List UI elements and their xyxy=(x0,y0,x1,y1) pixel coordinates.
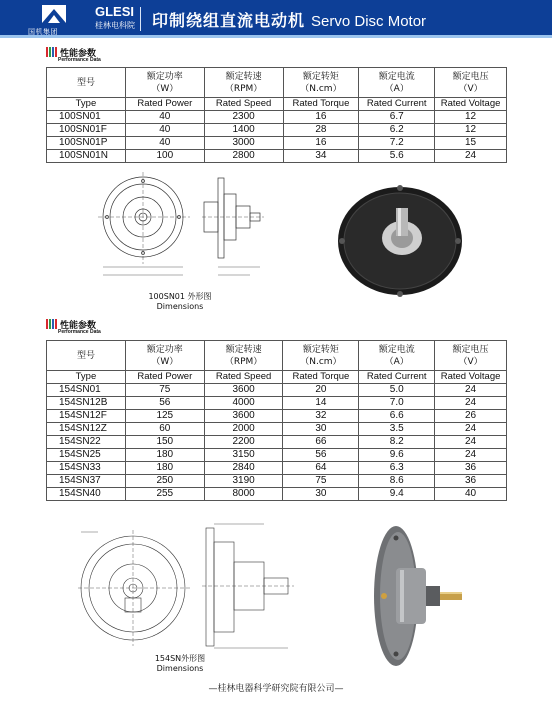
sub-header-power: Rated Power xyxy=(125,98,204,111)
cell-torque: 30 xyxy=(283,488,359,501)
motor-photo-154sn xyxy=(360,522,470,670)
cell-power: 150 xyxy=(125,436,204,449)
table-row xyxy=(47,423,507,436)
cell-voltage: 15 xyxy=(435,137,507,150)
sub-header-current: Rated Current xyxy=(359,98,435,111)
cell-model: 154SN12F xyxy=(47,410,126,423)
col-header-power: 额定功率 （W） xyxy=(125,341,204,371)
cell-torque: 75 xyxy=(283,475,359,488)
sub-header-speed: Rated Speed xyxy=(204,98,283,111)
col-header-current: 额定电流 （A） xyxy=(359,341,435,371)
spec-table-100sn xyxy=(46,67,507,163)
cell-speed: 3190 xyxy=(204,475,283,488)
cell-current: 6.6 xyxy=(359,410,435,423)
cell-current: 5.6 xyxy=(359,150,435,163)
section-title-en: Performance Data xyxy=(58,329,101,335)
cell-current: 8.2 xyxy=(359,436,435,449)
table-row xyxy=(47,384,507,397)
sub-header-power: Rated Power xyxy=(125,371,204,384)
cell-current: 6.7 xyxy=(359,111,435,124)
cell-model: 100SN01P xyxy=(47,137,126,150)
cell-speed: 2000 xyxy=(204,423,283,436)
cell-voltage: 24 xyxy=(435,436,507,449)
cell-speed: 3600 xyxy=(204,384,283,397)
table-row xyxy=(47,462,507,475)
col-header-voltage: 额定电压 （V） xyxy=(435,68,507,98)
cell-model: 100SN01 xyxy=(47,111,126,124)
cell-power: 40 xyxy=(125,124,204,137)
cell-model: 154SN01 xyxy=(47,384,126,397)
col-header-torque: 额定转矩 （N.cm） xyxy=(283,341,359,371)
spec-table-154sn xyxy=(46,340,507,501)
cell-current: 3.5 xyxy=(359,423,435,436)
table-subheader-row xyxy=(47,98,507,111)
cell-voltage: 12 xyxy=(435,111,507,124)
dimension-caption-154sn xyxy=(140,654,220,674)
sub-header-torque: Rated Torque xyxy=(283,371,359,384)
brand-name-cn: 桂林电科院 xyxy=(95,21,135,30)
logo-caption: 国机集团 xyxy=(28,28,58,36)
heading-bars-icon xyxy=(46,47,58,57)
col-header-current: 额定电流 （A） xyxy=(359,68,435,98)
sub-header-speed: Rated Speed xyxy=(204,371,283,384)
table-row xyxy=(47,475,507,488)
cell-voltage: 26 xyxy=(435,410,507,423)
cell-power: 100 xyxy=(125,150,204,163)
cell-voltage: 36 xyxy=(435,475,507,488)
cell-torque: 64 xyxy=(283,462,359,475)
cell-torque: 16 xyxy=(283,137,359,150)
col-header-voltage: 额定电压 （V） xyxy=(435,341,507,371)
cell-speed: 2800 xyxy=(204,150,283,163)
cell-power: 180 xyxy=(125,462,204,475)
cell-model: 154SN33 xyxy=(47,462,126,475)
cell-current: 7.0 xyxy=(359,397,435,410)
col-header-model: 型号 xyxy=(47,341,126,371)
table-header-row xyxy=(47,341,507,371)
cell-speed: 2300 xyxy=(204,111,283,124)
cell-torque: 30 xyxy=(283,423,359,436)
col-header-torque: 额定转矩 （N.cm） xyxy=(283,68,359,98)
cell-model: 100SN01N xyxy=(47,150,126,163)
caption-subtitle: Dimensions xyxy=(156,664,204,673)
heading-bars-icon xyxy=(46,319,58,329)
table-row xyxy=(47,124,507,137)
cell-power: 40 xyxy=(125,137,204,150)
cell-power: 75 xyxy=(125,384,204,397)
page-title-en: Servo Disc Motor xyxy=(311,13,427,30)
cell-model: 154SN40 xyxy=(47,488,126,501)
cell-power: 250 xyxy=(125,475,204,488)
sub-header-type: Type xyxy=(47,371,126,384)
col-header-speed: 额定转速 （RPM） xyxy=(204,341,283,371)
caption-title: 154SN外形图 xyxy=(154,654,206,663)
cell-speed: 2200 xyxy=(204,436,283,449)
cell-model: 154SN25 xyxy=(47,449,126,462)
cell-torque: 20 xyxy=(283,384,359,397)
cell-voltage: 24 xyxy=(435,384,507,397)
dimension-drawing-100sn xyxy=(98,172,268,290)
page-title-cn: 印制绕组直流电动机 xyxy=(152,11,306,30)
header-divider xyxy=(140,7,141,31)
cell-power: 125 xyxy=(125,410,204,423)
table-row xyxy=(47,436,507,449)
cell-voltage: 12 xyxy=(435,124,507,137)
cell-power: 40 xyxy=(125,111,204,124)
cell-model: 154SN12B xyxy=(47,397,126,410)
cell-voltage: 36 xyxy=(435,462,507,475)
table-row xyxy=(47,449,507,462)
cell-power: 255 xyxy=(125,488,204,501)
sub-header-torque: Rated Torque xyxy=(283,98,359,111)
cell-speed: 3150 xyxy=(204,449,283,462)
section-title-en: Performance Data xyxy=(58,57,101,63)
cell-current: 7.2 xyxy=(359,137,435,150)
cell-current: 9.4 xyxy=(359,488,435,501)
page-title xyxy=(152,8,426,31)
cell-model: 154SN12Z xyxy=(47,423,126,436)
cell-speed: 8000 xyxy=(204,488,283,501)
cell-speed: 1400 xyxy=(204,124,283,137)
cell-voltage: 40 xyxy=(435,488,507,501)
cell-voltage: 24 xyxy=(435,423,507,436)
table-header-row xyxy=(47,68,507,98)
section-title-cn: 性能参数 xyxy=(60,321,97,331)
cell-current: 8.6 xyxy=(359,475,435,488)
footer-company: —桂林电器科学研究院有限公司— xyxy=(208,684,344,694)
cell-model: 154SN22 xyxy=(47,436,126,449)
table-row xyxy=(47,137,507,150)
table-row xyxy=(47,111,507,124)
table-row xyxy=(47,397,507,410)
table-row xyxy=(47,488,507,501)
cell-voltage: 24 xyxy=(435,397,507,410)
cell-voltage: 24 xyxy=(435,449,507,462)
cell-current: 6.3 xyxy=(359,462,435,475)
cell-torque: 32 xyxy=(283,410,359,423)
cell-current: 5.0 xyxy=(359,384,435,397)
table-row xyxy=(47,150,507,163)
cell-speed: 4000 xyxy=(204,397,283,410)
cell-current: 9.6 xyxy=(359,449,435,462)
cell-speed: 2840 xyxy=(204,462,283,475)
table-subheader-row xyxy=(47,371,507,384)
caption-title: 100SN01 外形图 xyxy=(148,292,212,301)
page-header xyxy=(0,0,552,38)
cell-torque: 34 xyxy=(283,150,359,163)
sub-header-voltage: Rated Voltage xyxy=(435,371,507,384)
brand-name: GLESI xyxy=(95,4,135,19)
col-header-speed: 额定转速 （RPM） xyxy=(204,68,283,98)
sub-header-current: Rated Current xyxy=(359,371,435,384)
cell-speed: 3600 xyxy=(204,410,283,423)
caption-subtitle: Dimensions xyxy=(156,302,204,311)
cell-torque: 56 xyxy=(283,449,359,462)
cell-current: 6.2 xyxy=(359,124,435,137)
cell-torque: 66 xyxy=(283,436,359,449)
cell-torque: 16 xyxy=(283,111,359,124)
cell-power: 60 xyxy=(125,423,204,436)
cell-torque: 14 xyxy=(283,397,359,410)
cell-voltage: 24 xyxy=(435,150,507,163)
cell-model: 100SN01F xyxy=(47,124,126,137)
sub-header-voltage: Rated Voltage xyxy=(435,98,507,111)
cell-torque: 28 xyxy=(283,124,359,137)
cell-model: 154SN37 xyxy=(47,475,126,488)
dimension-caption-100sn xyxy=(130,292,230,312)
col-header-power: 额定功率 （W） xyxy=(125,68,204,98)
motor-photo-100sn xyxy=(330,178,470,300)
dimension-drawing-154sn xyxy=(78,522,300,652)
sub-header-type: Type xyxy=(47,98,126,111)
cell-power: 56 xyxy=(125,397,204,410)
col-header-model: 型号 xyxy=(47,68,126,98)
section-title-cn: 性能参数 xyxy=(60,49,97,59)
table-row xyxy=(47,410,507,423)
cell-speed: 3000 xyxy=(204,137,283,150)
cell-power: 180 xyxy=(125,449,204,462)
